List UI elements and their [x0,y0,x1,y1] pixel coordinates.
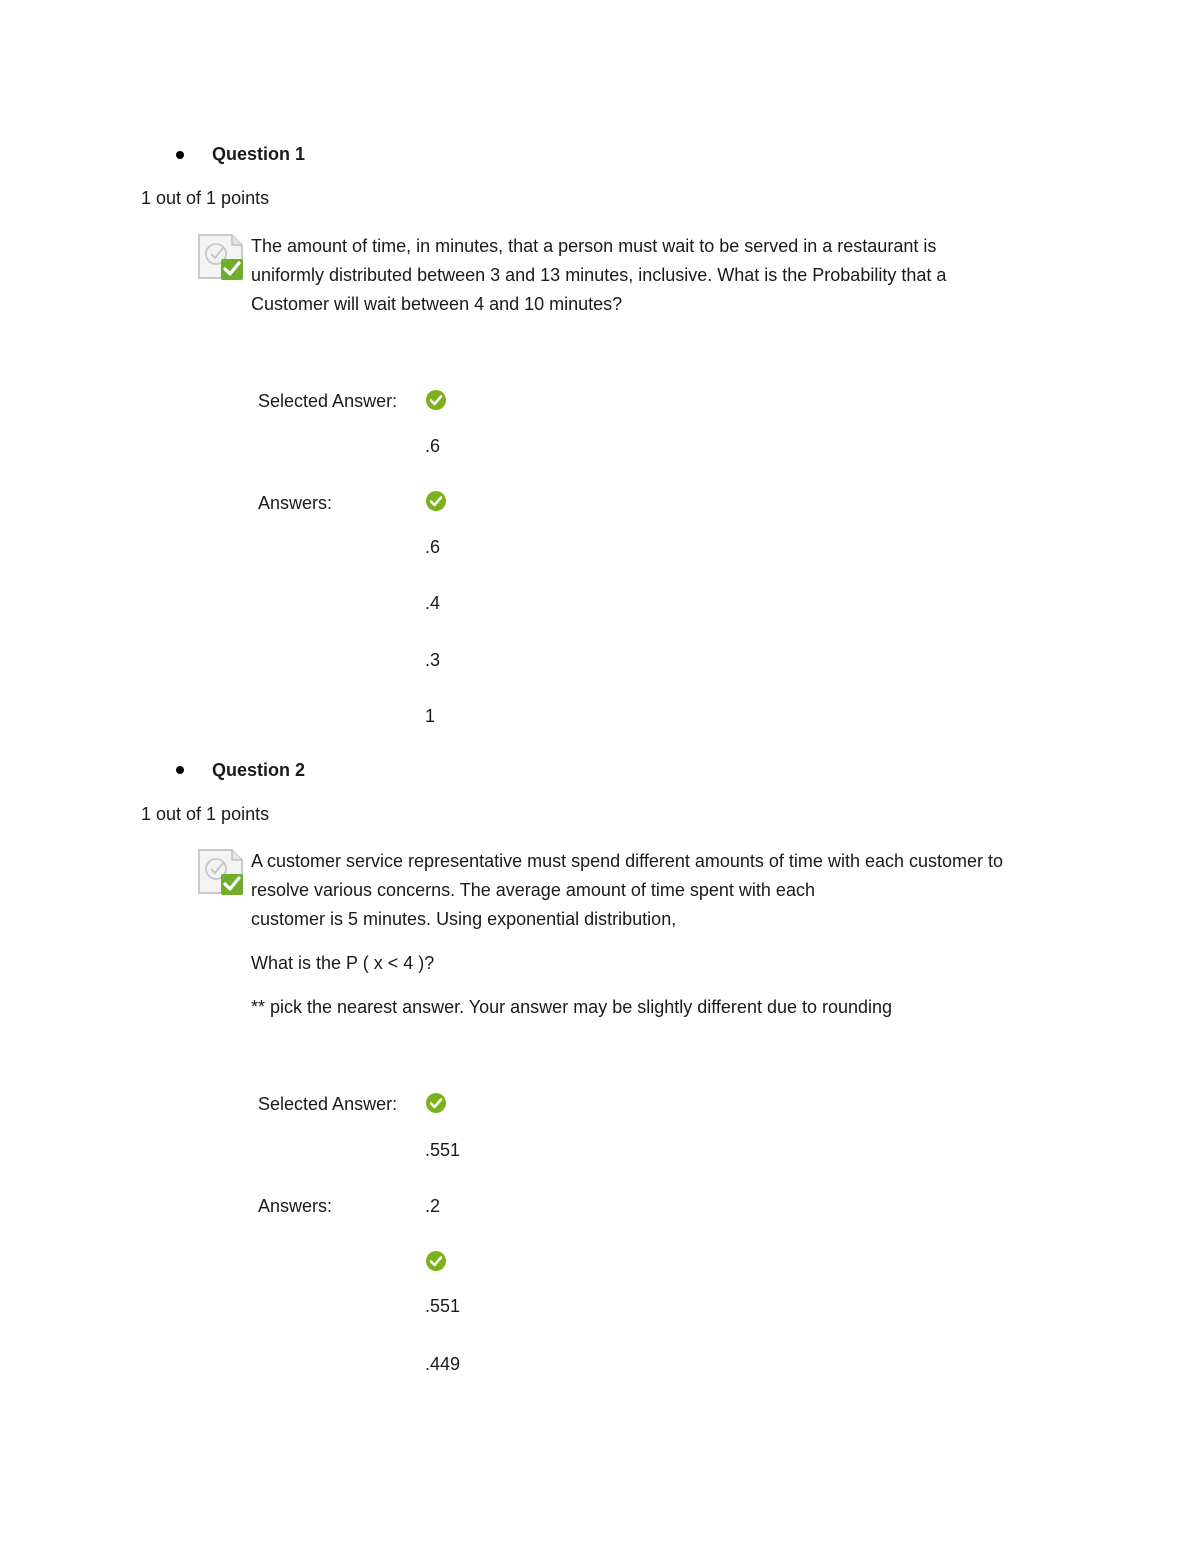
selected-answer-label: Selected Answer: [258,391,398,411]
question-text-line: Customer will wait between 4 and 10 minutes? [251,294,623,314]
question-title: Question 2 [212,760,306,780]
answer-option: .551 [425,1296,461,1316]
question-formula: What is the P ( x < 4 )? [251,953,435,973]
selected-answer-value: .6 [425,436,441,456]
question-text-line: The amount of time, in minutes, that a person must wait to be served in a restaurant is [251,236,937,256]
correct-check-icon [425,389,447,411]
answer-option: .2 [425,1196,441,1216]
question-text-line: A customer service representative must spend different amounts of time with each customer to [251,851,1004,871]
correct-check-icon [425,1092,447,1114]
answer-option: .4 [425,593,441,613]
selected-answer-value: .551 [425,1140,461,1160]
answer-option: .449 [425,1354,461,1374]
selected-answer-label: Selected Answer: [258,1094,398,1114]
question-text-line: customer is 5 minutes. Using exponential distribution, [251,909,677,929]
question-bullet [176,151,184,159]
answer-option: .3 [425,650,441,670]
question-note: ** pick the nearest answer. Your answer may be slightly different due to rounding [251,997,893,1017]
question-text-line: uniformly distributed between 3 and 13 minutes, inclusive. What is the Probability that a [251,265,947,285]
correct-check-icon [425,490,447,512]
answers-label: Answers: [258,493,333,513]
correct-check-icon [425,1250,447,1272]
question-points: 1 out of 1 points [141,188,270,208]
answers-label: Answers: [258,1196,333,1216]
answer-option: .6 [425,537,441,557]
answer-option: 1 [425,706,436,726]
graded-document-icon [196,847,246,897]
question-bullet [176,766,184,774]
question-title: Question 1 [212,144,306,164]
question-text-line: resolve various concerns. The average amount of time spent with each [251,880,815,900]
question-points: 1 out of 1 points [141,804,270,824]
graded-document-icon [196,232,246,282]
